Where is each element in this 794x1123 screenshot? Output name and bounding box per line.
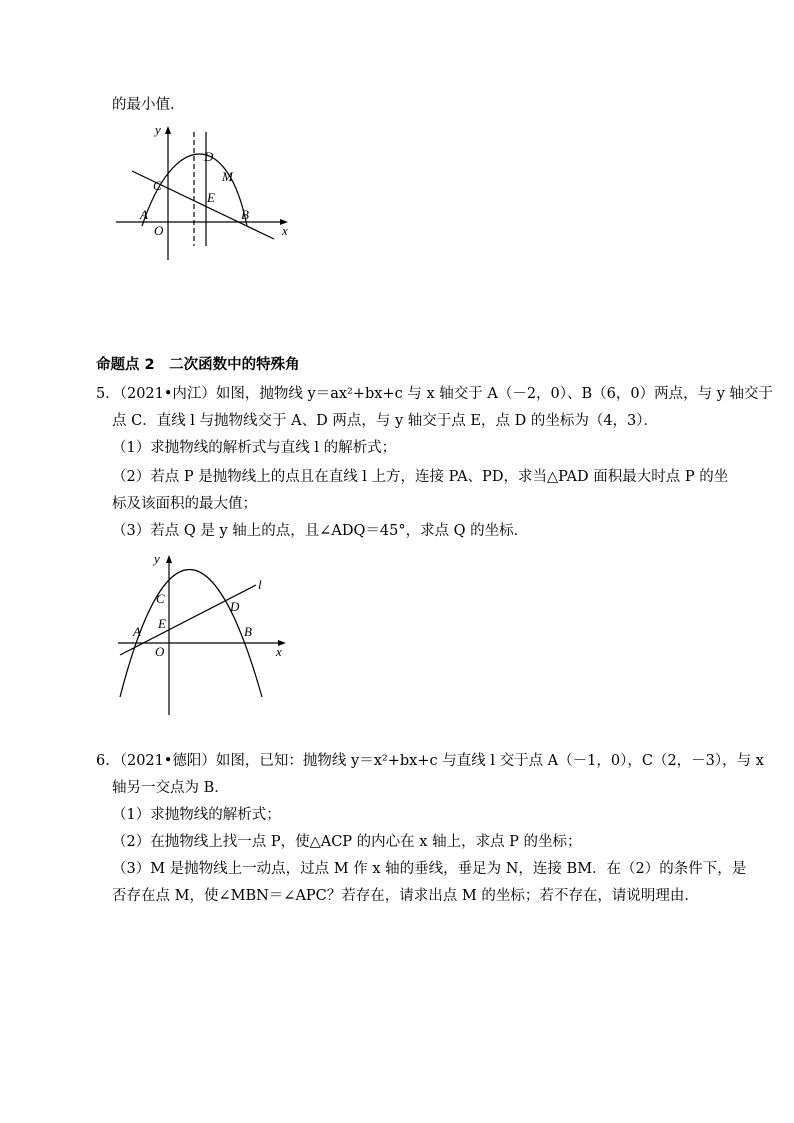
figure1-label-O: O xyxy=(154,223,164,238)
figure-1-graph xyxy=(110,118,300,263)
figure-2-graph xyxy=(112,545,302,717)
section-heading: 命题点 2 二次函数中的特殊角 xyxy=(96,357,300,373)
figure1-label-E: E xyxy=(207,190,215,205)
figure2-y-axis-arrow xyxy=(166,555,172,563)
problem6-question3b: 否存在点 M，使∠MBN＝∠APC？若存在，请求出点 M 的坐标；若不存在，请说明理由． xyxy=(112,888,699,904)
problem5-question2b: 标及该面积的最大值； xyxy=(112,496,257,512)
figure2-label-y: y xyxy=(154,551,160,566)
problem5-line1: 5．（2021•内江）如图，抛物线 y＝ax²+bx+c 与 x 轴交于 A（－2，0）、B（6，0）两点，与 y 轴交于 xyxy=(96,386,774,402)
figure2-parabola xyxy=(120,570,262,698)
problem5-question2a: （2）若点 P 是抛物线上的点且在直线 l 上方，连接 PA、PD，求当△PAD 面积最大时点 P 的坐 xyxy=(112,469,729,485)
figure2-label-B: B xyxy=(244,624,252,639)
problem6-question2: （2）在抛物线上找一点 P，使△ACP 的内心在 x 轴上，求点 P 的坐标； xyxy=(112,834,582,850)
problem6-line2: 轴另一交点为 B． xyxy=(112,780,229,796)
figure1-label-x: x xyxy=(282,223,288,238)
figure1-label-y: y xyxy=(155,122,161,137)
problem5-line2: 点 C．直线 l 与抛物线交于 A、D 两点，与 y 轴交于点 E，点 D 的坐标为（4，3）． xyxy=(112,413,659,429)
figure2-label-l: l xyxy=(258,577,262,592)
figure2-label-E: E xyxy=(158,616,166,631)
figure2-label-D: D xyxy=(230,599,240,614)
figure1-label-B: B xyxy=(241,207,249,222)
figure2-label-x: x xyxy=(276,644,282,659)
figure1-label-C: C xyxy=(153,178,162,193)
previous-problem-tail: 的最小值． xyxy=(112,97,185,113)
problem6-question3a: （3）M 是抛物线上一动点，过点 M 作 x 轴的垂线，垂足为 N，连接 BM．在（2）的条件下，是 xyxy=(112,861,747,877)
figure2-label-O: O xyxy=(155,644,165,659)
figure1-label-A: A xyxy=(140,207,148,222)
figure2-label-C: C xyxy=(156,591,165,606)
figure2-label-A: A xyxy=(133,624,141,639)
figure1-label-M: M xyxy=(222,169,233,184)
figure1-y-axis-arrow xyxy=(165,126,171,134)
figure1-label-D: D xyxy=(204,149,214,164)
problem5-question3: （3）若点 Q 是 y 轴上的点，且∠ADQ＝45°，求点 Q 的坐标． xyxy=(112,523,529,539)
problem5-question1: （1）求抛物线的解析式与直线 l 的解析式； xyxy=(112,440,397,456)
problem6-question1: （1）求抛物线的解析式； xyxy=(112,807,281,823)
problem6-line1: 6．（2021•德阳）如图，已知：抛物线 y＝x²+bx+c 与直线 l 交于点 A（－1，0），C（2，－3），与 x xyxy=(96,753,764,769)
